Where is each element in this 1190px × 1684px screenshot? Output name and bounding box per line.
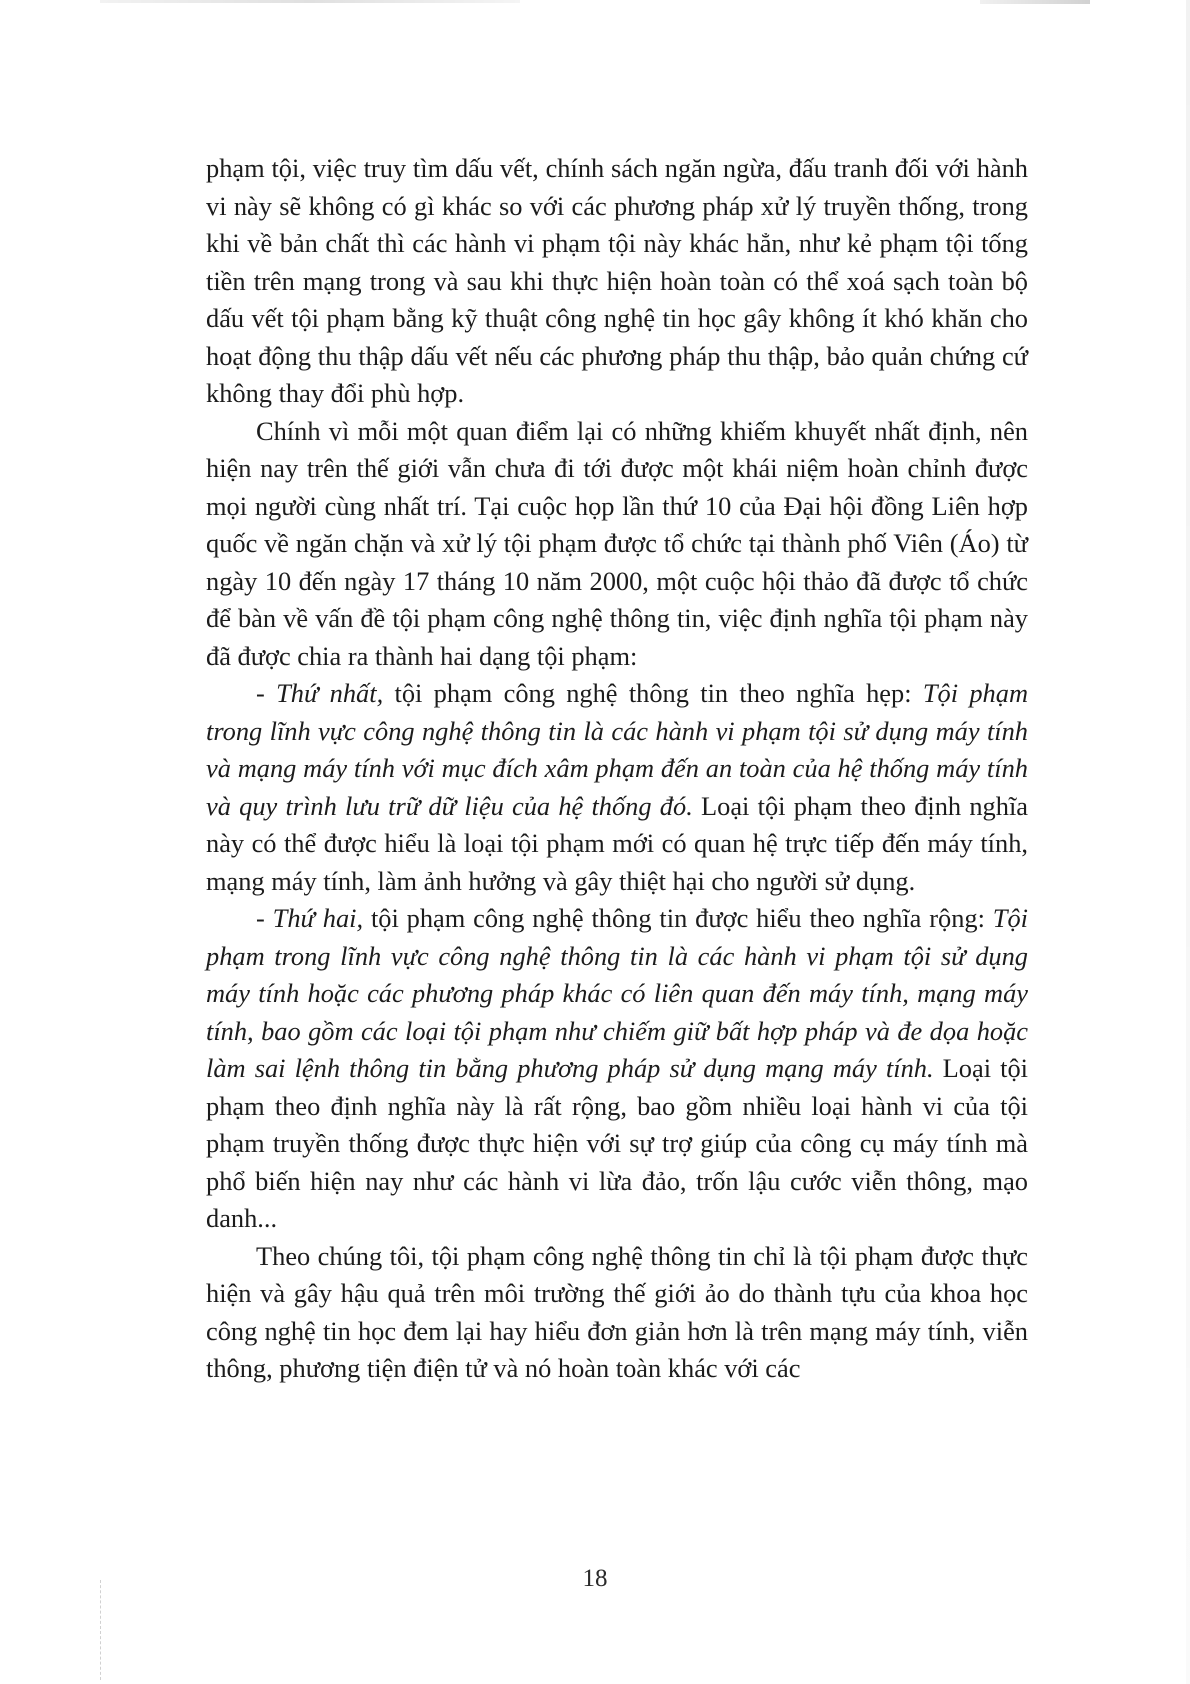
- lead-text-second: tội phạm công nghệ thông tin được hiểu theo nghĩa rộng:: [363, 903, 993, 933]
- definition-narrow: Tội phạm trong lĩnh vực công nghệ thông tin là các hành vi phạm tội sử dụng máy tính và mạng máy tính với mục đích xâm phạm đến an toàn của hệ thống máy tính và quy trình lưu trữ dữ liệu của hệ thống đó.: [206, 678, 1029, 821]
- scan-artifact-top-right: [980, 0, 1090, 4]
- page-number: 18: [582, 1565, 608, 1592]
- paragraph-narrow-definition: [206, 675, 1028, 900]
- scan-artifact-top-left: [100, 0, 520, 3]
- lead-text-first: tội phạm công nghệ thông tin theo nghĩa hẹp:: [383, 678, 923, 708]
- page-body: [206, 150, 1028, 1388]
- paragraph-viewpoints: Chính vì mỗi một quan điểm lại có những khiếm khuyết nhất định, nên hiện nay trên thế giới vẫn chưa đi tới được một khái niệm hoàn chỉnh được mọi người cùng nhất trí. Tại cuộc họp lần thứ 10 của Đại hội đồng Liên hợp quốc về ngăn chặn và xử lý tội phạm được tổ chức tại thành phố Viên (Áo) từ ngày 10 đến ngày 17 tháng 10 năm 2000, một cuộc hội thảo đã được tổ chức để bàn về vấn đề tội phạm công nghệ thông tin, việc định nghĩa tội phạm này đã được chia ra thành hai dạng tội phạm:: [206, 415, 1028, 671]
- scan-artifact-left-bottom: [100, 1580, 121, 1680]
- paragraph-broad-definition: [206, 900, 1028, 1238]
- definition-broad: Tội phạm trong lĩnh vực công nghệ thông tin là các hành vi phạm tội sử dụng máy tính hoặc các phương pháp khác có liên quan đến máy tính, mạng máy tính, bao gồm các loại tội phạm như chiếm giữ bất hợp pháp và đe dọa hoặc làm sai lệnh thông tin bằng phương pháp sử dụng mạng máy tính.: [206, 903, 1028, 1083]
- paragraph-author-view: Theo chúng tôi, tội phạm công nghệ thông tin chỉ là tội phạm được thực hiện và gây hậu quả trên môi trường thế giới ảo do thành tựu của khoa học công nghệ tin học đem lại hay hiểu đơn giản hơn là trên mạng máy tính, viễn thông, phương tiện điện tử và nó hoàn toàn khác với các: [206, 1240, 1028, 1383]
- lead-label-second: - Thứ hai,: [256, 903, 364, 933]
- lead-label-first: - Thứ nhất,: [256, 678, 384, 708]
- explanation-broad: Loại tội phạm theo định nghĩa này là rất rộng, bao gồm nhiều loại hành vi của tội phạm truyền thống được thực hiện với sự trợ giúp của công cụ máy tính mà phổ biến hiện nay như các hành vi lừa đảo, trốn lậu cước viễn thông, mạo danh...: [206, 1053, 1029, 1233]
- explanation-narrow: Loại tội phạm theo định nghĩa này có thể được hiểu là loại tội phạm mới có quan hệ trực tiếp đến máy tính, mạng máy tính, làm ảnh hưởng và gây thiệt hại cho người sử dụng.: [206, 790, 1028, 896]
- paragraph-continuation: phạm tội, việc truy tìm dấu vết, chính sách ngăn ngừa, đấu tranh đối với hành vi này sẽ không có gì khác so với các phương pháp xử lý truyền thống, trong khi về bản chất thì các hành vi phạm tội này khác hẳn, như kẻ phạm tội tống tiền trên mạng trong và sau khi thực hiện hoàn toàn có thể xoá sạch toàn bộ dấu vết tội phạm bằng kỹ thuật công nghệ tin học gây không ít khó khăn cho hoạt động thu thập dấu vết nếu các phương pháp thu thập, bảo quản chứng cứ không thay đổi phù hợp.: [206, 153, 1028, 408]
- scan-artifact-right-edge: [1186, 0, 1190, 1684]
